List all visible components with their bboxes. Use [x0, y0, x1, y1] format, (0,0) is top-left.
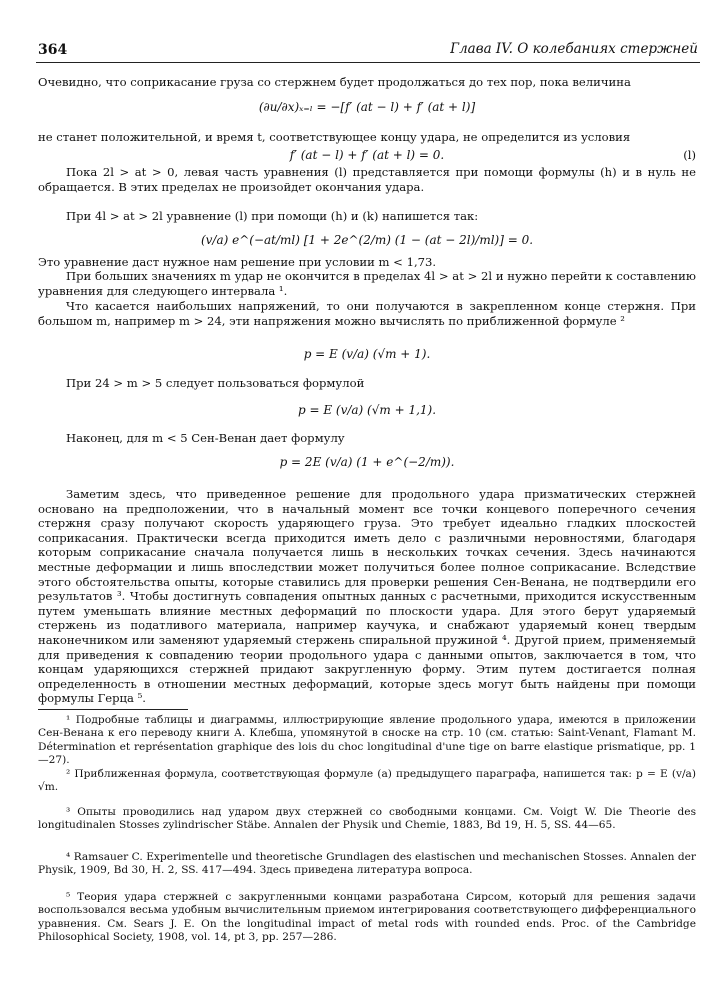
paragraph-2: не станет положительной, и время t, соответствующее концу удара, не определится из условия: [38, 130, 631, 144]
paragraph-9: Наконец, для m < 5 Сен-Венан дает формулу: [66, 431, 345, 445]
footnote-3: ³ Опыты проводились над ударом двух стержней со свободными концами. См. Voigt W. Die Theorie des longitudinalen Stosses zylindrischer Stäbe. Annalen der Physik und Chemie, 1883, Bd 19, H. 5, SS. 44—65.: [38, 806, 696, 832]
footnote-4: ⁴ Ramsauer C. Experimentelle und theoretische Grundlagen des elastischen und mechanischen Stosses. Annalen der Physik, 1909, Bd 30, H. 2, SS. 417—494. Здесь приведена литература вопроса.: [38, 851, 696, 877]
formula-p2: p = E (v/a) (√m + 1,1).: [297, 403, 437, 417]
footnote-1: ¹ Подробные таблицы и диаграммы, иллюстрирующие явление продольного удара, имеются в приложении Сен-Венана к его переводу книги А. Клебша, упомянутой в сноске на стр. 10 (см. статью: Saint-Venant, Flamant M. Détermination et représentation graphique des lois du choc longitudinal d'une tige on barre elastique prismatique, pp. 1—27).: [38, 714, 696, 767]
formula-p1: p = E (v/a) (√m + 1).: [303, 347, 431, 361]
paragraph-1: Очевидно, что соприкасание груза со стержнем будет продолжаться до тех пор, пока величина: [38, 75, 631, 89]
paragraph-7: Что касается наибольших напряжений, то они получаются в закрепленном конце стержня. При большом m, например m > 24, эти напряжения можно вычислять по приближенной формуле ²: [38, 299, 696, 328]
paragraph-8: При 24 > m > 5 следует пользоваться формулой: [66, 376, 365, 390]
equation-number-l: (l): [683, 148, 696, 162]
page-number: 364: [38, 42, 68, 58]
formula-derivative: (∂u/∂x)ₓ₌ₗ = −[f′ (at − l) + f′ (at + l)]: [258, 100, 476, 114]
formula-exp: (v/a) e^(−at/ml) [1 + 2e^(2/m) (1 − (at − 2l)/ml)] = 0.: [200, 233, 534, 247]
footnote-5: ⁵ Теория удара стержней с закругленными концами разработана Сирсом, который для решения задачи воспользовался весьма удобным вычислительным приемом интегрирования соответствующего дифференциального уравнения. См. Sears J. E. On the longitudinal impact of metal rods with rounded ends. Proc. of the Cambridge Philosophical Society, 1908, vol. 14, pt 3, pp. 257—286.: [38, 891, 696, 944]
paragraph-6: При больших значениях m удар не окончится в пределах 4l > at > 2l и нужно перейти к составлению уравнения для следующего интервала ¹.: [38, 269, 696, 298]
formula-l: f′ (at − l) + f′ (at + l) = 0.: [289, 148, 445, 162]
paragraph-3: Пока 2l > at > 0, левая часть уравнения (l) представляется при помощи формулы (h) и в нуль не обращается. В этих пределах не произойдет окончания удара.: [38, 165, 696, 194]
paragraph-10: Заметим здесь, что приведенное решение для продольного удара призматических стержней основано на предположении, что в начальный момент все точки концевого поперечного сечения стержня сразу получают скорость ударяющего груза. Это требует идеально гладких плоскостей соприкасания. Практически всегда приходится иметь дело с различными неровностями, благодаря которым соприкасание сначала получается лишь в нескольких точках сечения. Здесь начинаются местные деформации и лишь впоследствии может получиться более полное соприкасание. Вследствие этого обстоятельства опыты, которые ставились для проверки решения Сен-Венана, не подтвердили его результатов ³. Чтобы достигнуть совпадения опытных данных с расчетными, приходится искусственным путем уменьшать влияние местных деформаций по плоскости удара. Для этого берут ударяемый стержень из податливого материала, например каучука, и снабжают ударяемый конец твердым наконечником или заменяют ударяемый стержень спиральной пружиной ⁴. Другой прием, применяемый для приведения к совпадению теории продольного удара с данными опытов, заключается в том, что концам ударяющихся стержней придают закругленную форму. Этим путем достигается полная определенность в отношении местных деформаций, которые здесь могут быть найдены при помощи формулы Герца ⁵.: [38, 487, 696, 706]
chapter-title: Глава IV. О колебаниях стержней: [450, 41, 698, 57]
formula-p3: p = 2E (v/a) (1 + e^(−2/m)).: [279, 455, 455, 469]
paragraph-4: При 4l > at > 2l уравнение (l) при помощи (h) и (k) напишется так:: [66, 209, 479, 223]
header-rule: [36, 62, 700, 63]
footnote-rule: [38, 709, 188, 710]
paragraph-5: Это уравнение даст нужное нам решение при условии m < 1,73.: [38, 255, 437, 269]
footnote-2: ² Приближенная формула, соответствующая формуле (a) предыдущего параграфа, напишется так: p = E (v/a) √m.: [38, 768, 696, 794]
